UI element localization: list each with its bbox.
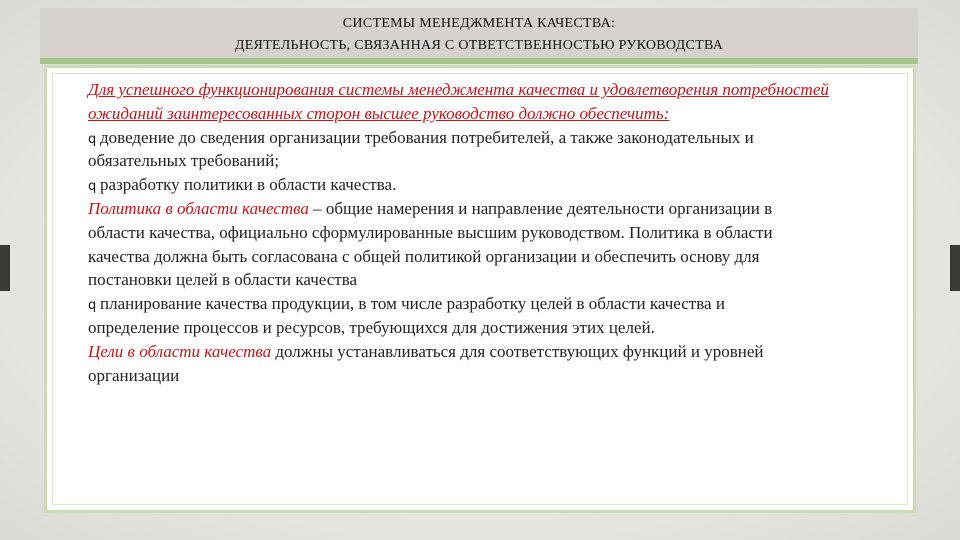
intro-line-1: Для успешного функционирования системы менеджмента качества и удовлетворения потребностей: [88, 80, 829, 99]
bullet-3-text-line2: определение процессов и ресурсов, требующихся для достижения этих целей.: [88, 317, 655, 337]
definition-policy-line3: качества должна быть согласована с общей политикой организации и обеспечить основу для: [88, 246, 760, 266]
bullet-1-text-line1: доведение до сведения организации требования потребителей, а также законодательных и: [100, 127, 754, 147]
definition-goals-term: Цели в области качества: [88, 341, 272, 361]
definition-goals-line2: организации: [88, 365, 180, 385]
slide-title-line2: ДЕЯТЕЛЬНОСТЬ, СВЯЗАННАЯ С ОТВЕТСТВЕННОСТЬЮ РУКОВОДСТВА: [234, 38, 724, 53]
slide-body: [88, 78, 960, 387]
left-edge-tab: [0, 245, 10, 291]
definition-policy-rest: – общие намерения и направление деятельности организации в: [308, 198, 773, 218]
definition-policy-term: Политика в области качества: [88, 198, 309, 218]
title-band: [40, 8, 918, 64]
bullet-item-1: [88, 126, 960, 150]
definition-policy-line4: постановки целей в области качества: [88, 270, 358, 290]
checkbox-bullet-icon: q: [88, 131, 97, 147]
bullet-item-3: [88, 292, 960, 316]
slide-title-line1: СИСТЕМЫ МЕНЕДЖМЕНТА КАЧЕСТВА:: [342, 16, 616, 31]
intro-line-2: ожиданий заинтересованных сторон высшее руководство должно обеспечить:: [88, 103, 670, 123]
definition-goals-rest: должны устанавливаться для соответствующих функций и уровней: [271, 341, 764, 361]
definition-policy-line2: области качества, официально сформулированные высшим руководством. Политика в области: [88, 222, 773, 242]
bullet-1-text-line2: обязательных требований;: [88, 151, 280, 171]
bullet-3-text-line1: планирование качества продукции, в том числе разработку целей в области качества и: [100, 294, 725, 314]
bullet-2-text: разработку политики в области качества.: [100, 175, 397, 195]
definition-goals-line1: [88, 340, 960, 364]
definition-policy-line1: [88, 197, 960, 221]
bullet-item-2: [88, 173, 960, 197]
checkbox-bullet-icon: q: [88, 298, 97, 314]
checkbox-bullet-icon: q: [88, 179, 97, 195]
